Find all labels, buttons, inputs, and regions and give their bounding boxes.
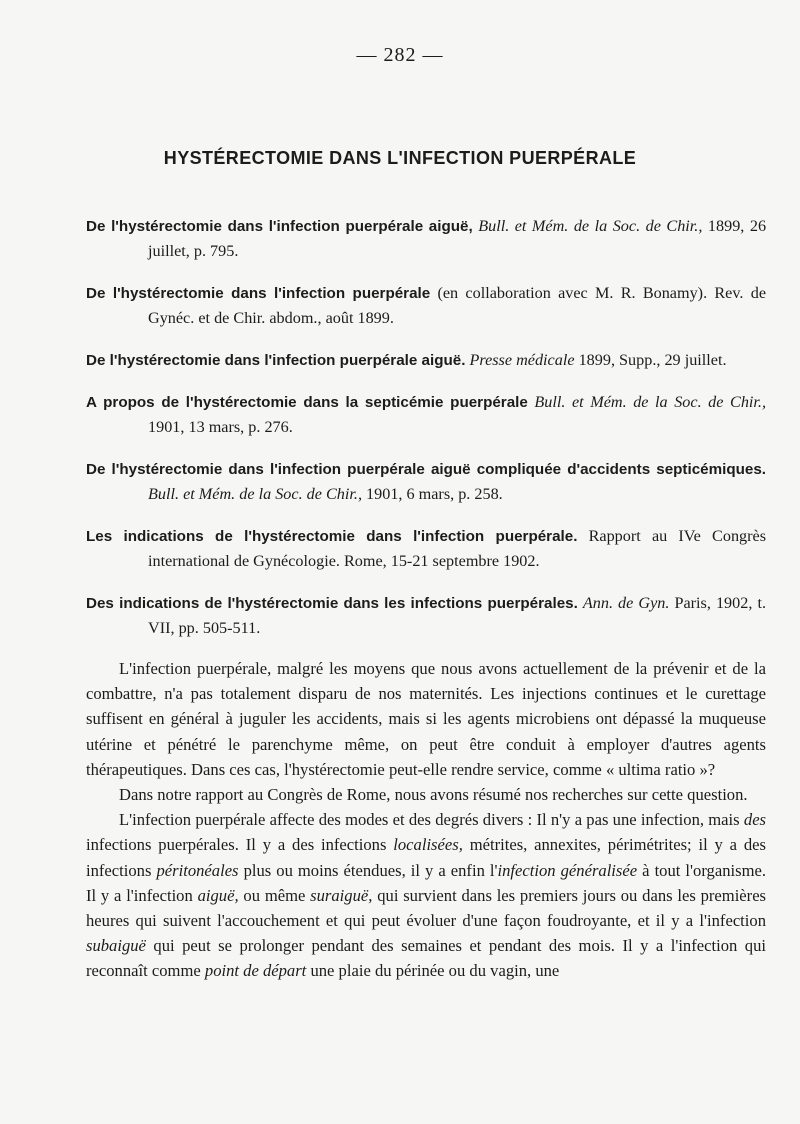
text-run: ou même [243, 885, 306, 905]
reference-item [86, 457, 766, 507]
reference-details: 1899, Supp., 29 juillet. [578, 351, 727, 369]
reference-title: Des indications de l'hystérectomie dans les infections puerpérales. [86, 595, 578, 612]
emphasis: aiguë, [197, 885, 239, 905]
text-run: qui survient dans les premiers jours ou dans les premières heures qui suivent l'accouchement et qui peut évoluer d'une façon foudroyante, et il y a l'infection [86, 885, 767, 931]
reference-title: Les indications de l'hystérectomie dans l'infection puerpérale. [86, 528, 578, 545]
reference-title: De l'hystérectomie dans l'infection puerpérale aiguë, [86, 218, 473, 235]
reference-item [86, 214, 766, 264]
reference-citation: Bull. et Mém. de la Soc. de Chir., [478, 217, 703, 235]
reference-citation: Ann. de Gyn. [582, 594, 670, 612]
text-run: métrites, annexites, périmétrites; il y a des infections [86, 835, 766, 880]
reference-details: 1901, 13 mars, p. 276. [148, 418, 293, 436]
paragraph: Dans notre rapport au Congrès de Rome, nous avons résumé nos recherches sur cette question. [119, 785, 748, 805]
emphasis: localisées, [393, 835, 463, 855]
text-run: à tout l'organisme. Il y a l'infection [86, 860, 766, 905]
text-run: une plaie du périnée ou du vagin, une [310, 961, 560, 981]
reference-title: De l'hystérectomie dans l'infection puerpérale [86, 285, 431, 302]
text-run: L'infection puerpérale affecte des modes et des degrés divers : Il n'y a pas une infection, mais [119, 810, 740, 830]
text-run: plus ou moins étendues, il y a enfin l' [243, 860, 498, 880]
reference-citation: Bull. et Mém. de la Soc. de Chir., [534, 393, 767, 411]
reference-list [86, 214, 766, 658]
paragraph [86, 807, 766, 983]
reference-item [86, 281, 766, 331]
reference-title: De l'hystérectomie dans l'infection puerpérale aiguë. [86, 352, 466, 369]
reference-item [86, 591, 766, 641]
reference-citation: Presse médicale [469, 351, 575, 369]
reference-citation: Bull. et Mém. de la Soc. de Chir., [148, 485, 362, 503]
body-text [86, 656, 766, 984]
reference-details: Paris, 1902, t. VII, pp. 505-511. [148, 594, 766, 637]
reference-details: (en collaboration avec M. R. Bonamy). Rev. de Gynéc. et de Chir. abdom., août 1899. [148, 284, 766, 327]
text-run: infections puerpérales. Il y a des infections [86, 835, 387, 855]
emphasis: des [743, 810, 767, 830]
reference-item [86, 390, 766, 440]
reference-details: Rapport au IVe Congrès international de Gynécologie. Rome, 15-21 septembre 1902. [148, 527, 767, 570]
reference-item [86, 524, 766, 574]
emphasis: point de départ [204, 961, 307, 981]
reference-details: 1901, 6 mars, p. 258. [366, 485, 503, 503]
reference-details: 1899, 26 juillet, p. 795. [148, 217, 767, 260]
reference-item [86, 348, 766, 373]
page-number: — 282 — [356, 44, 444, 66]
reference-title: A propos de l'hystérectomie dans la septicémie puerpérale [86, 394, 528, 411]
text-run: qui peut se prolonger pendant des semaines et pendant des mois. Il y a l'infection qui reconnaît comme [86, 936, 766, 981]
paragraph: L'infection puerpérale, malgré les moyens que nous avons actuellement de la prévenir et de la combattre, n'a pas totalement disparu de nos maternités. Les injections continues et le curettage suffisent en général à juguler les accidents, mais si les agents microbiens ont dépassé la muqueuse utérine et pénétré le parenchyme même, on peut être conduit à employer d'autres agents thérapeutiques. Dans ces cas, l'hystérectomie peut-elle rendre service, comme « ultima ratio »? [86, 659, 766, 779]
section-title: HYSTÉRECTOMIE DANS L'INFECTION PUERPÉRALE [163, 148, 637, 168]
emphasis: péritonéales [156, 860, 239, 880]
emphasis: subaiguë [86, 936, 146, 956]
emphasis: suraiguë, [310, 885, 373, 905]
emphasis: infection généralisée [497, 860, 638, 880]
reference-title: De l'hystérectomie dans l'infection puerpérale aiguë compliquée d'accidents septicémiques. [86, 461, 766, 478]
